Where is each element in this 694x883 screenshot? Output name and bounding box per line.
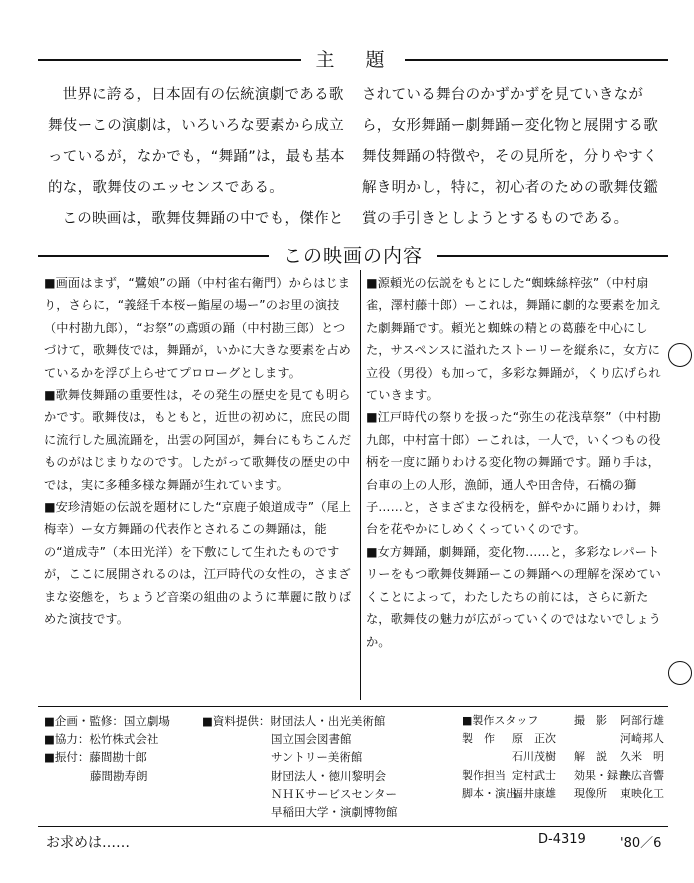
staff-role: 解 説: [574, 750, 607, 764]
credit-line: サントリー美術館: [202, 750, 363, 765]
staff-name: 原 正次: [512, 732, 556, 746]
column-divider: [360, 270, 361, 700]
staff-row: [462, 785, 572, 803]
contents-paragraph: ■画面はまず，“鷺娘”の踊（中村雀右衛門）からはじまり，さらに，“義経千本桜ー鮨屋の場ー”のお里の演技（中村勘九郎），“お祭”の鳶頭の踊（中村勘三郎）とつづけて，歌舞伎では，舞踊が，いかに大きな要素を占めているかを浮び上らせてプロローグとします。: [44, 276, 351, 380]
binder-hole: [668, 343, 692, 367]
theme-heading: 主 題: [38, 45, 668, 72]
staff-name: 福井康雄: [512, 786, 556, 800]
staff-role: 製作担当: [462, 768, 506, 782]
staff-row: [462, 748, 572, 766]
credit-line: ■資料提供：財団法人・出光美術館: [202, 714, 386, 728]
staff-row: [574, 712, 668, 730]
theme-paragraph: 世界に誇る，日本固有の伝統演劇である歌舞伎ーこの演劇は，いろいろな要素から成立っているが，なかでも，“舞踊”は，最も基本的な，歌舞伎のエッセンスである。: [48, 87, 345, 196]
order-label: お求めは……: [46, 835, 130, 851]
contents-paragraph: ■江戸時代の祭りを扱った“弥生の花浅草祭”（中村勘九郎，中村富十郎）ーこれは，一人で，いくつもの役柄を一度に踊りわける変化物の舞踊です。踊り手は，台車の上の人形，漁師，通人や田舎侍，石橋の獅子……と，さまざまな役柄を，鮮やかに踊りわけ，舞台を花やかにしめくくっていくのです。: [366, 410, 661, 537]
staff-name: 阿部行雄: [620, 714, 664, 727]
contents-paragraph: ■源頼光の伝説をもとにした“蜘蛛絲梓弦”（中村扇雀，澤村藤十郎）ーこれは，舞踊に劇的な要素を加えた劇舞踊です。頼光と蜘蛛の精との葛藤を中心にした，サスペンスに溢れたストーリーを縦糸に，女方に立役（男役）も加って，多彩な舞踊が，くり広げられていきます。: [366, 276, 661, 403]
staff-role: 現像所: [574, 786, 607, 800]
contents-right-column: [366, 272, 666, 653]
theme-left-text: [48, 80, 348, 235]
credits-col1: [44, 712, 204, 785]
credit-line: ■企画・監修：国立劇場: [44, 714, 170, 728]
credit-line: 藤間勘寿朗: [44, 768, 148, 783]
staff-name: 定村武士: [512, 768, 556, 782]
staff-name: 石川茂樹: [512, 750, 556, 764]
catalog-code: D-4319: [538, 832, 586, 847]
staff-role: [574, 730, 620, 748]
theme-right-text: [362, 80, 668, 235]
credits-staff-left: [462, 712, 572, 803]
contents-left-column: [44, 272, 354, 631]
credit-line: ■協力：松竹株式会社: [44, 732, 159, 747]
staff-role: 撮 影: [574, 714, 607, 727]
staff-role: 効果・録音: [574, 768, 629, 782]
staff-row: [574, 730, 668, 748]
staff-row: [574, 785, 668, 803]
theme-paragraph: この映画は，歌舞伎舞踊の中でも，傑作と: [62, 211, 344, 227]
contents-paragraph: ■女方舞踊，劇舞踊，変化物……と，多彩なレパートリーをもつ歌舞伎舞踊ーこの舞踊への理解を深めていくことによって，わたしたちの前には，さらに新たな，歌舞伎の魅力が広がっていくのではないでしょうか。: [366, 544, 661, 649]
staff-label: ■製作スタッフ: [462, 714, 539, 727]
credit-line: 国立国会図書館: [202, 732, 352, 747]
publish-date: '80／6: [620, 836, 662, 851]
staff-role: 脚本・演出: [462, 786, 517, 800]
contents-paragraph: ■安珍清姫の伝説を題材にした“京鹿子娘道成寺”（尾上梅幸）ー女方舞踊の代表作とされるこの舞踊は，能の“道成寺”（本田光洋）を下敷にして生れたものですが，ここに展開されるのは，江戸時代の女性の，さまざまな姿態を，ちょうど音楽の組曲のように華麗に散りばめた演技です。: [44, 500, 352, 627]
contents-heading: この映画の内容: [38, 241, 668, 268]
staff-role: [462, 748, 512, 766]
credit-line: 早稲田大学・演劇博物館: [202, 805, 398, 820]
credit-line: ＮＨＫサービスセンター: [202, 786, 398, 801]
credits-rule: [38, 706, 668, 707]
staff-row: [462, 730, 572, 748]
staff-row: [574, 748, 668, 766]
staff-role: 製 作: [462, 732, 495, 746]
binder-hole: [668, 661, 692, 685]
credit-line: ■振付：藤間勘十郎: [44, 750, 147, 765]
contents-paragraph: ■歌舞伎舞踊の重要性は，その発生の歴史を見ても明らかです。歌舞伎は，もともと，近世の初めに，庶民の間に流行した風流踊を，出雲の阿国が，舞台にもちこんだものがはじまりなのです。したがって歌舞伎の歴史の中では，実に多種多様な舞踊が生れています。: [44, 388, 352, 492]
staff-name: 東映化工: [620, 786, 664, 800]
staff-name: 久米 明: [620, 750, 664, 764]
credits-staff-right: [574, 712, 668, 803]
credits-col2: [202, 712, 452, 821]
theme-paragraph: されている舞台のかずかずを見ていきながら，女形舞踊ー劇舞踊ー変化物と展開する歌舞伎舞踊の特徴や，その見所を，分りやすく解き明かし，特に，初心者のための歌舞伎鑑賞の手引きとしようとするものである。: [362, 87, 658, 227]
credit-line: 財団法人・徳川黎明会: [202, 768, 386, 783]
staff-row: [462, 767, 572, 785]
footer-rule: [38, 826, 668, 827]
staff-name: 映広音響: [620, 768, 664, 782]
staff-name: 河崎邦人: [620, 732, 664, 746]
staff-row: [574, 767, 668, 785]
